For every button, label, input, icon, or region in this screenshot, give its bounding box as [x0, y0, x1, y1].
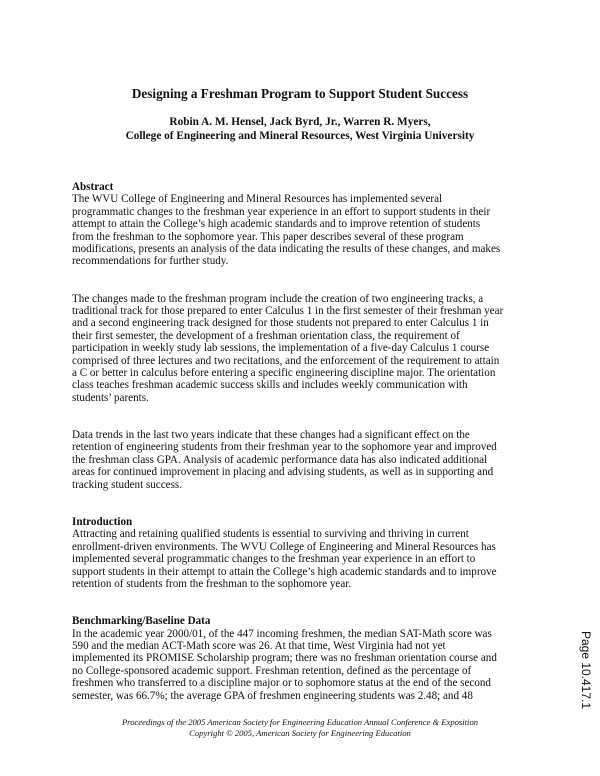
paper-title: Designing a Freshman Program to Support Student Success [131, 86, 469, 101]
text-line: attempt to attain the College’s high academic standards and to improve retention of students [72, 218, 481, 231]
author-names: Robin A. M. Hensel, Jack Byrd, Jr., Warren R. Myers, [169, 116, 431, 128]
text-line: The WVU College of Engineering and Mineral Resources has implemented several [72, 193, 443, 206]
abstract-paragraph-3 [72, 429, 542, 491]
text-line: the freshman class GPA. Analysis of academic performance data has also indicated additional [72, 453, 488, 466]
introduction-paragraph [72, 528, 542, 590]
text-line: a C or better in calculus before entering a specific engineering discipline major. The orientation [72, 367, 496, 380]
author-affiliation: College of Engineering and Mineral Resources, West Virginia University [125, 130, 475, 142]
text-line: semester, was 66.7%; the average GPA of freshmen engineering students was 2.48; and 48 [72, 689, 473, 702]
text-line: In the academic year 2000/01, of the 447 incoming freshmen, the median SAT-Math score was [72, 627, 492, 640]
text-line: class teaches freshman academic success skills and includes weekly communication with [72, 379, 468, 392]
benchmarking-paragraph [72, 628, 542, 702]
abstract-heading: Abstract [72, 181, 114, 193]
text-line: students’ parents. [72, 391, 149, 404]
text-line: implemented several programmatic changes to the freshman year experience in an effort to [72, 553, 476, 566]
text-line: Attracting and retaining qualified students is essential to surviving and thriving in current [72, 528, 469, 541]
abstract-paragraph-2 [72, 293, 542, 405]
text-line: and a second engineering track designed for those students not prepared to enter Calculus 1 in [72, 317, 489, 330]
text-line: recommendations for further study. [72, 255, 229, 268]
text-line: enrollment-driven environments. The WVU College of Engineering and Mineral Resources has [72, 540, 496, 553]
abstract-paragraph-1 [72, 193, 542, 267]
introduction-heading: Introduction [72, 515, 133, 528]
benchmarking-heading: Benchmarking/Baseline Data [72, 615, 211, 628]
page-number: Page 10.417.1 [579, 630, 593, 710]
text-line: modifications, presents an analysis of the data indicating the results of these changes, and makes [72, 243, 501, 256]
text-line: 590 and the median ACT-Math score was 26. At that time, West Virginia had not yet [72, 639, 446, 652]
text-line: support students in their attempt to attain the College’s high academic standards and to improve [72, 565, 497, 578]
text-line: retention of students from the freshman to the sophomore year. [72, 577, 352, 590]
text-line: no College-sponsored academic support. Freshman retention, defined as the percentage of [72, 664, 472, 677]
text-line: The changes made to the freshman program include the creation of two engineering tracks, a [72, 292, 484, 305]
text-line: traditional track for those prepared to enter Calculus 1 in the first semester of their freshman year [72, 305, 504, 318]
footer-copyright: Copyright © 2005, American Society for Engineering Education [189, 728, 411, 738]
text-line: tracking student success. [72, 478, 182, 491]
text-line: their first semester, the development of a freshman orientation class, the requirement of [72, 329, 460, 342]
text-line: participation in weekly study lab sessions, the implementation of a five-day Calculus 1 course [72, 342, 490, 355]
text-line: programmatic changes to the freshman year experience in an effort to support students in their [72, 205, 491, 218]
text-line: areas for continued improvement in placing and advising students, as well as in supporting and [72, 466, 494, 479]
text-line: implemented its PROMISE Scholarship program; there was no freshman orientation course and [72, 652, 497, 665]
page-footer [0, 717, 600, 739]
text-line: from the freshman to the sophomore year. This paper describes several of these program [72, 230, 464, 243]
author-block [0, 115, 600, 143]
footer-proceedings: Proceedings of the 2005 American Society for Engineering Education Annual Conference & Exposition [121, 717, 479, 727]
text-line: Data trends in the last two years indicate that these changes had a significant effect on the [72, 429, 470, 442]
text-line: retention of engineering students from their freshman year to the sophomore year and improved [72, 441, 497, 454]
text-line: freshmen who transferred to a discipline major or to sophomore status at the end of the second [72, 677, 491, 690]
text-line: comprised of three lectures and two recitations, and the enforcement of the requirement to attain [72, 354, 500, 367]
paper-body [72, 181, 542, 702]
